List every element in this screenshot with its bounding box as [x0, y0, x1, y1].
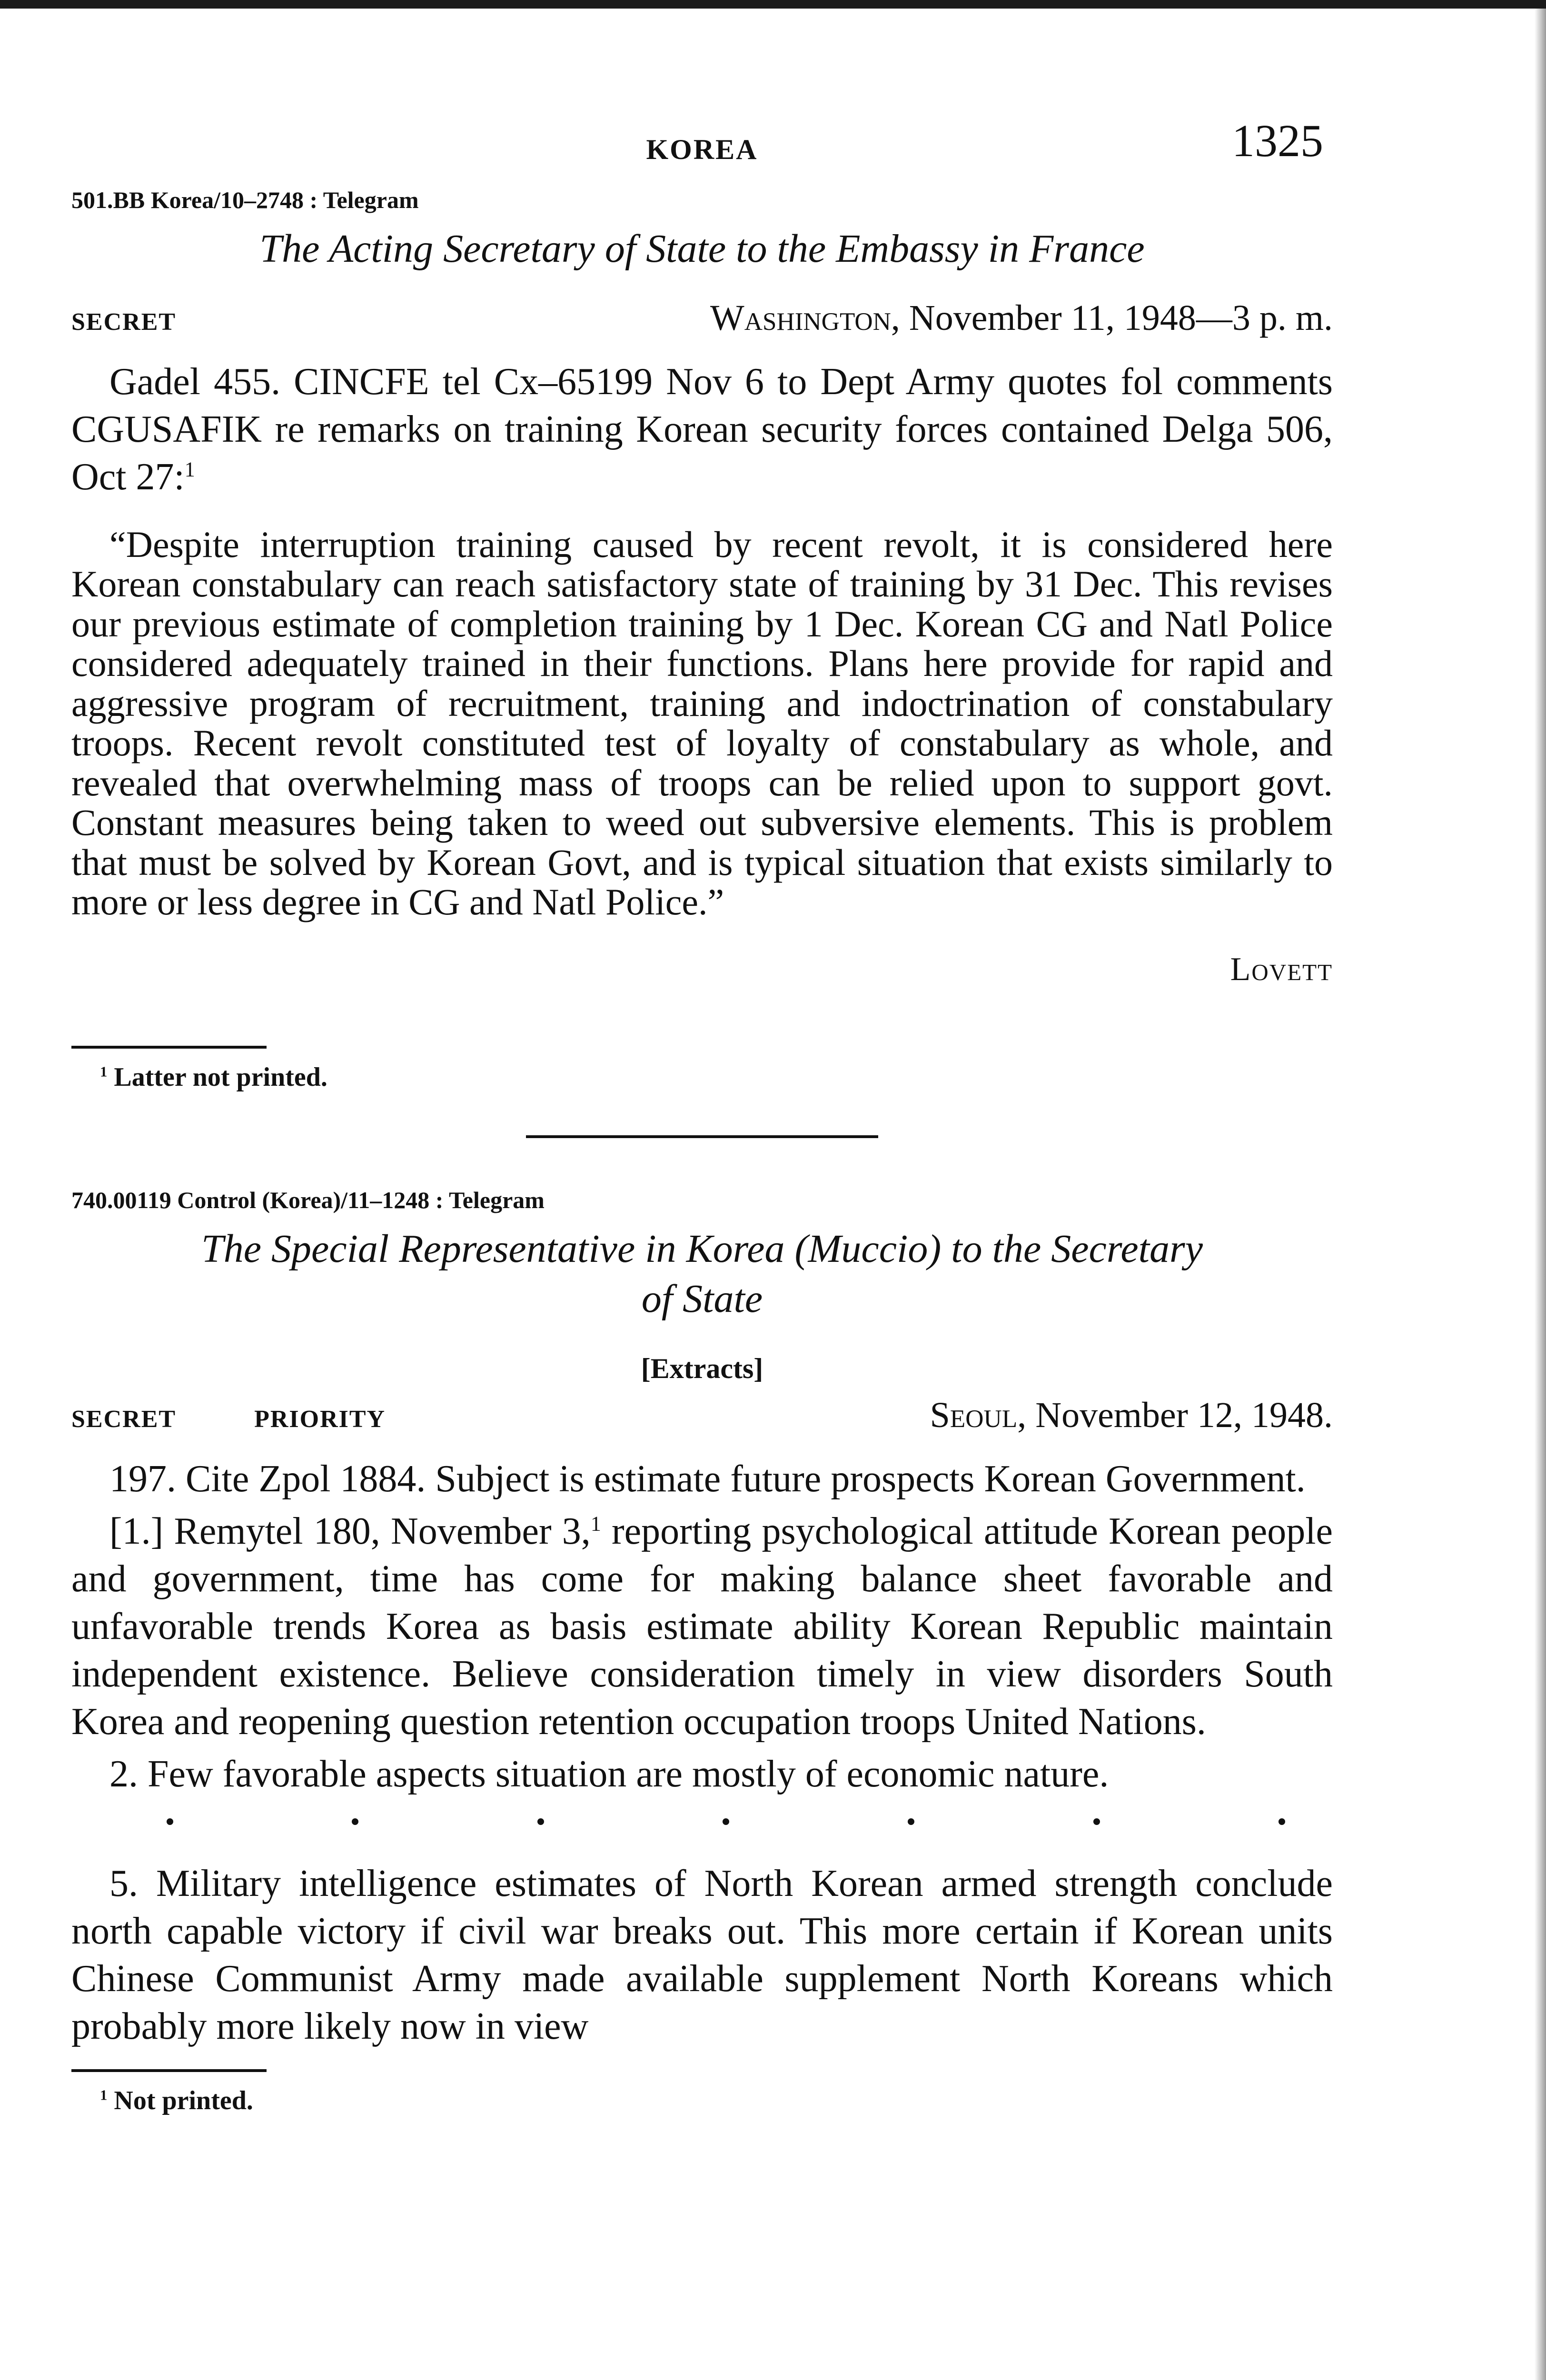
paragraph-text: Gadel 455. CINCFE tel Cx–65199 Nov 6 to Dept Army quotes fol comments CGUSAFIK re remarks on training Korean security forces contained Delga 506, Oct 27:	[71, 361, 1333, 498]
body-paragraph: 5. Military intelligence estimates of North Korean armed strength conclude north capable victory if civil war breaks out. This more certain if Korean units Chinese Communist Army made available supplement North Koreans which probably more likely now in view	[71, 1862, 1333, 2047]
telegram-2	[71, 1186, 1333, 2116]
dateline	[71, 298, 1333, 339]
extracts-label: [Extracts]	[641, 1352, 763, 1384]
body-paragraph: 197. Cite Zpol 1884. Subject is estimate future prospects Korean Government.	[109, 1458, 1306, 1500]
document-separator	[526, 1135, 878, 1138]
footnote-mark: 1	[100, 1063, 108, 1080]
omission-dot	[908, 1818, 914, 1825]
file-reference: 740.00119 Control (Korea)/11–1248 : Telegram	[71, 1186, 545, 1213]
page-edge-shadow	[1535, 9, 1546, 2380]
classification-group	[71, 1405, 386, 1433]
footnote	[100, 2085, 1333, 2116]
running-title: KOREA	[646, 134, 758, 165]
omission-dots	[71, 1803, 1333, 1841]
body-paragraph	[71, 1507, 1333, 1745]
dateline	[71, 1395, 1333, 1436]
priority-label: PRIORITY	[254, 1405, 386, 1433]
document-heading	[71, 1224, 1333, 1324]
footnote-rule	[71, 2069, 267, 2072]
body-paragraph: 2. Few favorable aspects situation are mostly of economic nature.	[109, 1753, 1109, 1795]
omission-dot	[723, 1818, 729, 1825]
place-and-date	[930, 1395, 1333, 1436]
running-header	[71, 114, 1333, 171]
omission-dot	[1093, 1818, 1100, 1825]
document-heading: The Acting Secretary of State to the Embassy in France	[259, 227, 1145, 271]
omission-dot	[352, 1818, 358, 1825]
classification-label: SECRET	[71, 1405, 177, 1433]
footnote	[100, 1062, 1333, 1092]
place-name: Washington	[710, 298, 891, 338]
place-name: Seoul	[930, 1395, 1018, 1435]
page-number: 1325	[1232, 115, 1323, 166]
quoted-message: “Despite interruption training caused by recent revolt, it is considered here Korean constabulary can reach satisfactory state of training by 31 Dec. This revises our previous estimate of completion training by 1 Dec. Korean CG and Natl Police considered adequately trained in their functions. Plans here provide for rapid and aggressive program of recruitment, training and indoctrination of constabulary troops. Recent revolt constituted test of loyalty of constabulary as whole, and revealed that overwhelming mass of troops can be relied upon to support govt. Constant measures being taken to weed out subversive elements. This is problem that must be solved by Korean Govt, and is typical situation that exists similarly to more or less degree in CG and Natl Police.”	[71, 524, 1333, 923]
footnote-reference: 1	[590, 1511, 601, 1535]
signature: Lovett	[1230, 951, 1333, 988]
paragraph-text: reporting psychological attitude Korean people and government, time has come for making balance sheet favorable and unfavorable trends Korea as basis estimate ability Korean Republic maintain independent existence. Believe consideration timely in view disorders South Korea and reopening question retention occupation troops United Nations.	[71, 1510, 1333, 1743]
top-edge-rule	[0, 0, 1546, 9]
footnote-mark: 1	[100, 2086, 108, 2103]
classification-label: SECRET	[71, 308, 177, 336]
paragraph-text: [1.] Remytel 180, November 3,	[109, 1510, 591, 1552]
omission-dot	[537, 1818, 544, 1825]
page	[71, 114, 1333, 2116]
footnote-text: Latter not printed.	[107, 1062, 327, 1092]
heading-line-1: The Special Representative in Korea (Muccio) to the Secretary	[201, 1226, 1203, 1271]
date-text: , November 12, 1948.	[1017, 1395, 1333, 1435]
date-text: , November 11, 1948—3 p. m.	[891, 298, 1333, 338]
telegram-1	[71, 186, 1333, 1092]
footnote-reference: 1	[184, 457, 195, 481]
footnote-rule	[71, 1046, 267, 1049]
place-and-date	[710, 298, 1333, 339]
body-paragraph	[71, 358, 1333, 501]
omission-dot	[167, 1818, 173, 1825]
heading-line-2: of State	[641, 1276, 763, 1321]
omission-dot	[1278, 1818, 1285, 1825]
file-reference: 501.BB Korea/10–2748 : Telegram	[71, 187, 419, 213]
footnote-text: Not printed.	[107, 2085, 253, 2115]
